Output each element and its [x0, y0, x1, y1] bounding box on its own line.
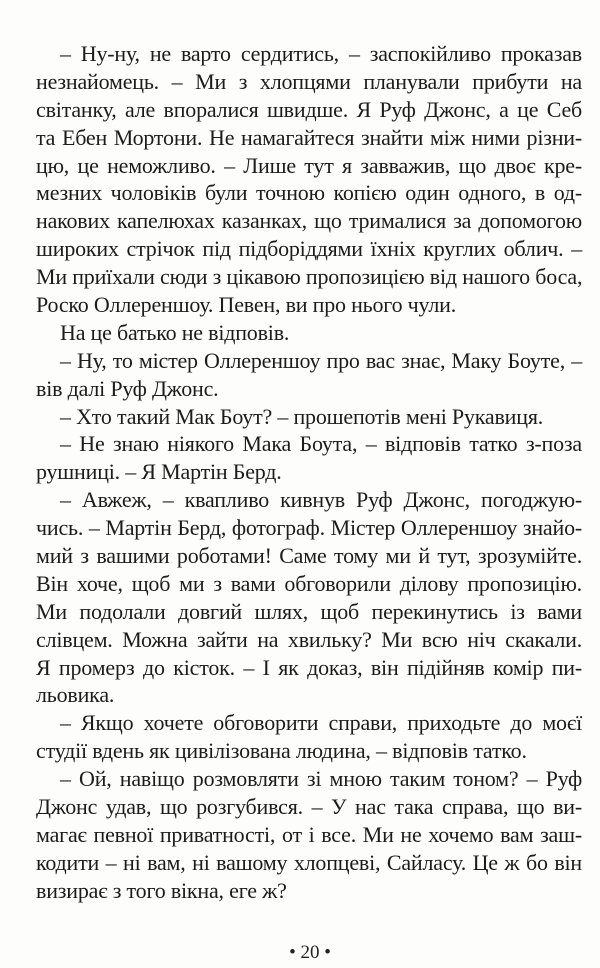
text-line: – Ой, навіщо розмовляти зі мною таким тоном? – Руф	[60, 766, 582, 792]
text-line: студії вдень як цивілізована людина, – відповів татко.	[36, 738, 527, 764]
text-line: слівцем. Можна зайти на хвильку? Ми всю ніч скакали.	[36, 626, 582, 652]
text-line: чись. – Мартін Берд, фотограф. Містер Оллереншоу знайо-	[36, 515, 582, 541]
text-line: незнайомець. – Ми з хлопцями планували прибути на	[36, 68, 582, 94]
text-line: світанку, але впоралися швидше. Я Руф Джонс, а це Себ	[36, 96, 582, 122]
text-line: та Ебен Мортони. Не намагайтеся знайти між ними різни-	[36, 124, 582, 150]
text-line: Ми приїхали сюди з цікавою пропозицією від нашого боса,	[36, 264, 583, 290]
paragraph	[36, 486, 582, 709]
text-line: Я промерз до кісток. – І як доказ, він підійняв комір пи-	[36, 654, 582, 680]
paragraph	[36, 709, 582, 765]
page-number: • 20 •	[289, 942, 331, 963]
paragraph	[36, 403, 582, 431]
text-line: кодити – ні вам, ні вашому хлопцеві, Сайласу. Це ж бо він	[36, 849, 582, 875]
paragraph	[36, 40, 582, 319]
text-line: – Ну, то містер Оллереншоу про вас знає, Маку Боуте, –	[60, 347, 582, 373]
text-line: – Ну-ну, не варто сердитись, – заспокійливо проказав	[60, 41, 582, 66]
text-line: На це батько не відповів.	[60, 319, 290, 345]
paragraph	[36, 765, 582, 904]
text-line: – Якщо хочете обговорити справи, приходьте до моєї	[60, 710, 582, 736]
text-line: рушниці. – Я Мартін Берд.	[36, 459, 282, 485]
text-line: льовика.	[36, 682, 115, 708]
text-line: Він хоче, щоб ми з вами обговорили ділову пропозицію.	[36, 570, 582, 596]
paragraph	[36, 430, 582, 486]
text-line: широких стрічок під підборіддями їхніх круглих облич. –	[36, 236, 582, 262]
text-line: – Авжеж, – квапливо кивнув Руф Джонс, погоджую-	[60, 487, 582, 513]
text-line: Роско Оллереншоу. Певен, ви про нього чули.	[36, 292, 457, 318]
text-line: накових капелюхах казанках, що трималися за допомогою	[36, 208, 582, 234]
text-line: визирає з того вікна, еге ж?	[36, 877, 287, 903]
text-line: Джонс удав, що розгубився. – У нас така справа, що ви-	[36, 794, 582, 820]
page-body	[36, 40, 582, 905]
text-line: Ми подолали довгий шлях, щоб перекинутись із вами	[36, 598, 582, 624]
text-line: – Не знаю ніякого Мака Боута, – відповів татко з-поза	[60, 431, 582, 457]
text-line: цю, це неможливо. – Лише тут я завважив, що двоє кре-	[36, 152, 582, 178]
paragraph	[36, 319, 582, 347]
text-line: вів далі Руф Джонс.	[36, 375, 219, 401]
text-line: мезних чоловіків були точною копією один одного, в од-	[36, 180, 582, 206]
text-line: мий з вашими роботами! Саме тому ми й тут, зрозумійте.	[36, 543, 582, 569]
paragraph	[36, 347, 582, 403]
text-line: магає певної приватності, от і все. Ми не хочемо вам заш-	[36, 821, 582, 847]
text-line: – Хто такий Мак Боут? – прошепотів мені Рукавиця.	[60, 403, 544, 429]
